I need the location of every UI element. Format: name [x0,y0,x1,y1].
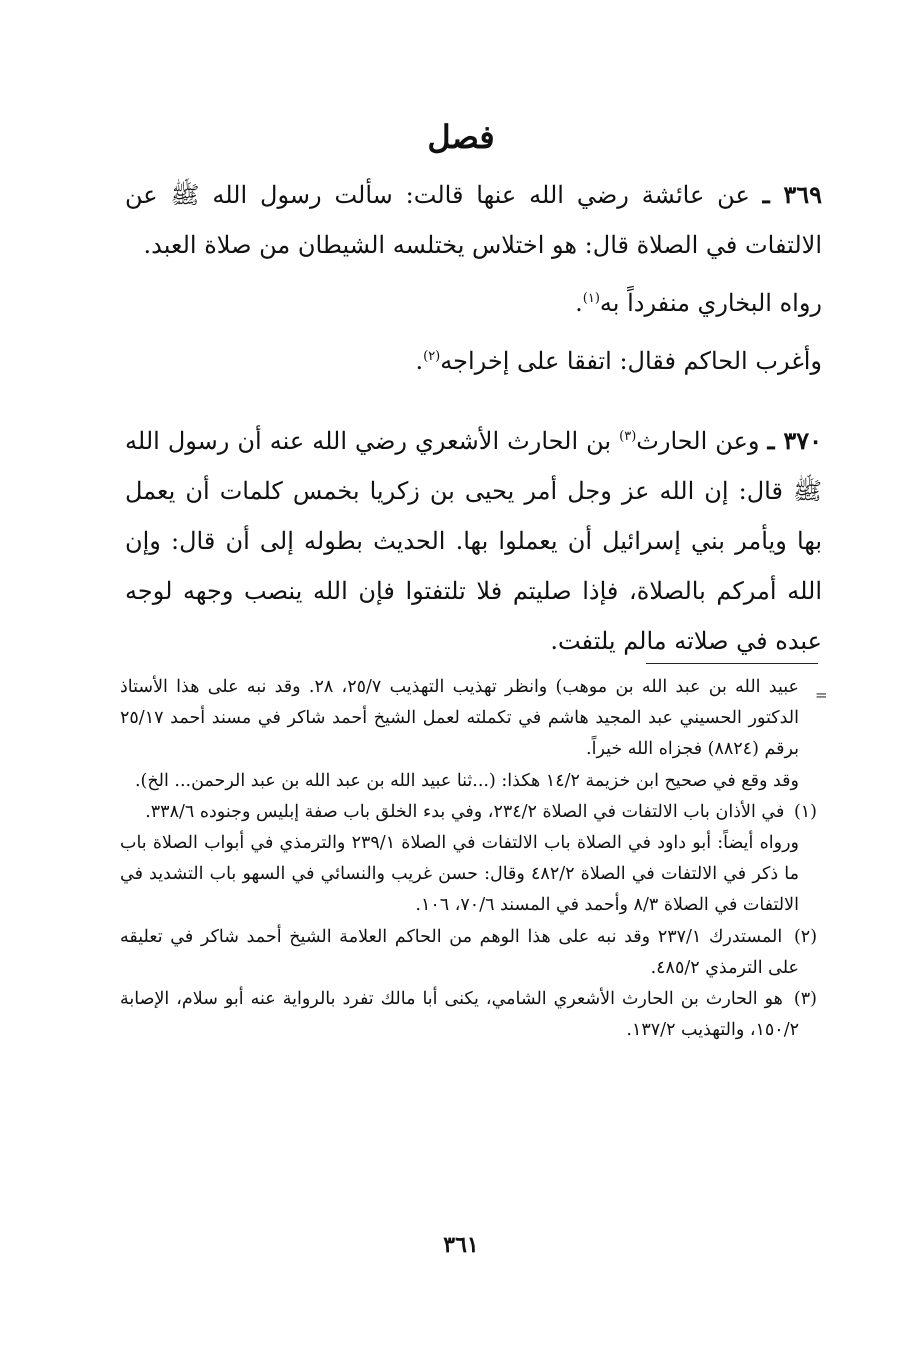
hadith-number: ٣٦٩ ـ [762,180,822,209]
footnote-1 [120,797,817,828]
source-end: . [575,289,583,317]
footnote-separator [646,663,818,664]
footnotes [120,672,817,1046]
footnote-ref[interactable]: (١) [582,291,600,306]
footnote-continued: وقد وقع في صحيح ابن خزيمة ١٤/٢ هكذا: (...ثنا عبيد الله بن عبد الله بن عبد الرحمن... الخ). [134,770,799,791]
remark-text: وأغرب الحاكم فقال: اتفقا على إخراجه [440,347,822,375]
source-text: رواه البخاري منفرداً به [599,289,822,317]
continuation-mark: = [815,686,828,704]
footnote-2 [120,922,817,984]
footnote-1-more: ورواه أيضاً: أبو داود في الصلاة باب الالتفات في الصلاة ٢٣٩/١ والترمذي في أبواب الصلاة باب ما ذكر في الالتفات في الصلاة ٤٨٢/٢ وقال: حسن غريب والنسائي في السهو باب التشديد في الالتفات في الصلاة ٨/٣ وأحمد في المسند ٧٠/٦، ١٠٦. [120,833,799,916]
footnote-3 [120,984,817,1046]
hadith-369-source [125,278,822,328]
footnote-text: هو الحارث بن الحارث الأشعري الشامي، يكنى أبا مالك تفرد بالرواية عنه أبو سلام، الإصابة ١٥٠/٢، والتهذيب ١٣٧/٢. [120,989,799,1041]
hadith-text: عن عائشة رضي الله عنها قالت: سألت رسول الله ﷺ عن الالتفات في الصلاة قال: هو اختلاس يختلسه الشيطان من صلاة العبد. [125,181,822,259]
hadith-text-rest: بن الحارث الأشعري رضي الله عنه أن رسول الله ﷺ قال: إن الله عز وجل أمر يحيى بن زكريا بخمس كلمات أن يعمل بها ويأمر بني إسرائيل أن يعملوا بها. الحديث بطوله إلى أن قال: وإن الله أمركم بالصلاة، فإذا صليتم فلا تلتفتوا فإن الله ينصب وجهه لوجه عبده في صلاته مالم يلتفت. [125,427,822,655]
page-number: ٣٦١ [443,1232,479,1258]
hadith-text-start: وعن الحارث [636,427,760,455]
main-text [125,170,822,666]
hadith-369-remark [125,336,822,386]
footnote-mark: (٣) [793,989,817,1010]
footnote-mark: (٢) [793,926,818,947]
footnote-mark: (١) [793,801,817,822]
footnote-text: في الأذان باب الالتفات في الصلاة ٢٣٤/٢، وفي بدء الخلق باب صفة إبليس وجنوده ٣٣٨/٦. [145,801,785,822]
footnote-text: المستدرك ٢٣٧/١ وقد نبه على هذا الوهم من الحاكم العلامة الشيخ أحمد شاكر في تعليقه على الترمذي ٤٨٥/٢. [120,926,799,978]
hadith-370 [125,416,822,666]
hadith-369 [125,170,822,270]
remark-end: . [415,347,424,375]
footnote-continued: عبيد الله بن عبد الله بن موهب) وانظر تهذيب التهذيب ٢٥/٧، ٢٨. وقد نبه على هذا الأستاذ الدكتور الحسيني عبد المجيد هاشم في تكملته لعمل الشيخ أحمد شاكر في مسند أحمد ٢٥/١٧ برقم (٨٨٢٤) فجزاه الله خيراً. [120,677,799,760]
hadith-number: ٣٧٠ ـ [767,426,822,455]
footnote-ref[interactable]: (٣) [619,429,637,444]
section-heading: فصل [427,118,495,156]
footnote-ref[interactable]: (٢) [423,349,441,364]
